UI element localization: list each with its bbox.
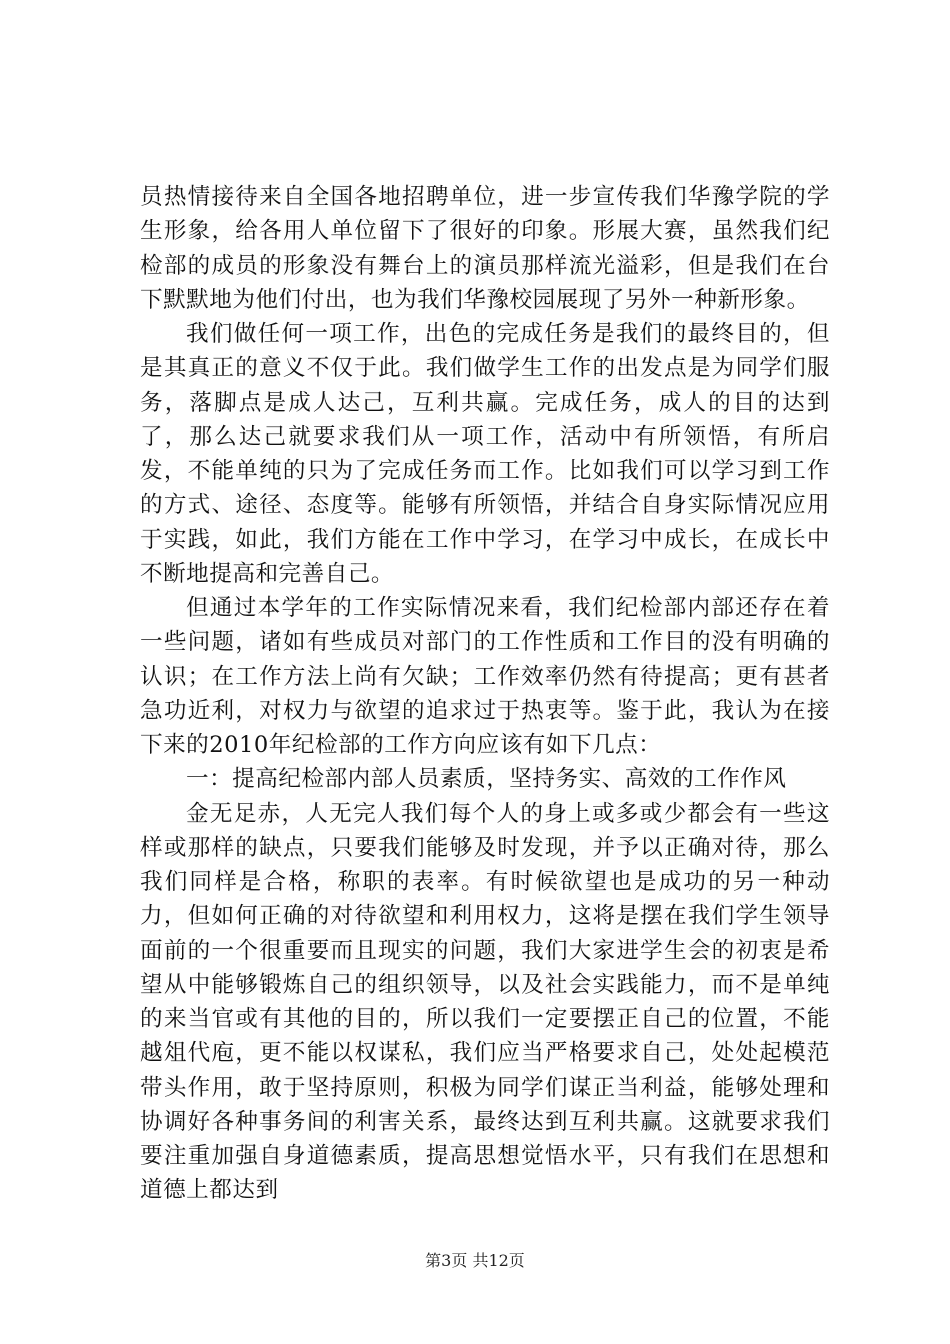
paragraph-3: 但通过本学年的工作实际情况来看，我们纪检部内部还存在着一些问题，诸如有些成员对部门的工作性质和工作目的没有明确的认识；在工作方法上尚有欠缺；工作效率仍然有待提高；更有甚者急功近利，对权力与欲望的追求过于热衷等。鉴于此，我认为在接下来的2010年纪检部的工作方向应该有如下几点： bbox=[140, 595, 830, 758]
page-number: 第3页 共12页 bbox=[425, 1251, 525, 1270]
section-heading: 一：提高纪检部内部人员素质，坚持务实、高效的工作作风 bbox=[186, 766, 787, 793]
page-footer bbox=[0, 1251, 950, 1271]
document-body bbox=[140, 180, 830, 1208]
paragraph-4: 金无足赤，人无完人我们每个人的身上或多或少都会有一些这样或那样的缺点，只要我们能够及时发现，并予以正确对待，那么我们同样是合格，称职的表率。有时候欲望也是成功的另一种动力，但如何正确的对待欲望和利用权力，这将是摆在我们学生领导面前的一个很重要而且现实的问题，我们大家进学生会的初衷是希望从中能够锻炼自己的组织领导，以及社会实践能力，而不是单纯的来当官或有其他的目的，所以我们一定要摆正自己的位置，不能越俎代庖，更不能以权谋私，我们应当严格要求自己，处处起模范带头作用，敢于坚持原则，积极为同学们谋正当利益，能够处理和协调好各种事务间的利害关系，最终达到互利共赢。这就要求我们要注重加强自身道德素质，提高思想觉悟水平，只有我们在思想和道德上都达到 bbox=[140, 800, 830, 1204]
paragraph-2: 我们做任何一项工作，出色的完成任务是我们的最终目的，但是其真正的意义不仅于此。我们做学生工作的出发点是为同学们服务，落脚点是成人达己，互利共赢。完成任务，成人的目的达到了，那么达己就要求我们从一项工作，活动中有所领悟，有所启发，不能单纯的只为了完成任务而工作。比如我们可以学习到工作的方式、途径、态度等。能够有所领悟，并结合自身实际情况应用于实践，如此，我们方能在工作中学习，在学习中成长，在成长中不断地提高和完善自己。 bbox=[140, 321, 830, 587]
paragraph-1: 员热情接待来自全国各地招聘单位，进一步宣传我们华豫学院的学生形象，给各用人单位留下了很好的印象。形展大赛，虽然我们纪检部的成员的形象没有舞台上的演员那样流光溢彩，但是我们在台下默默地为他们付出，也为我们华豫校园展现了另外一种新形象。 bbox=[140, 184, 830, 313]
